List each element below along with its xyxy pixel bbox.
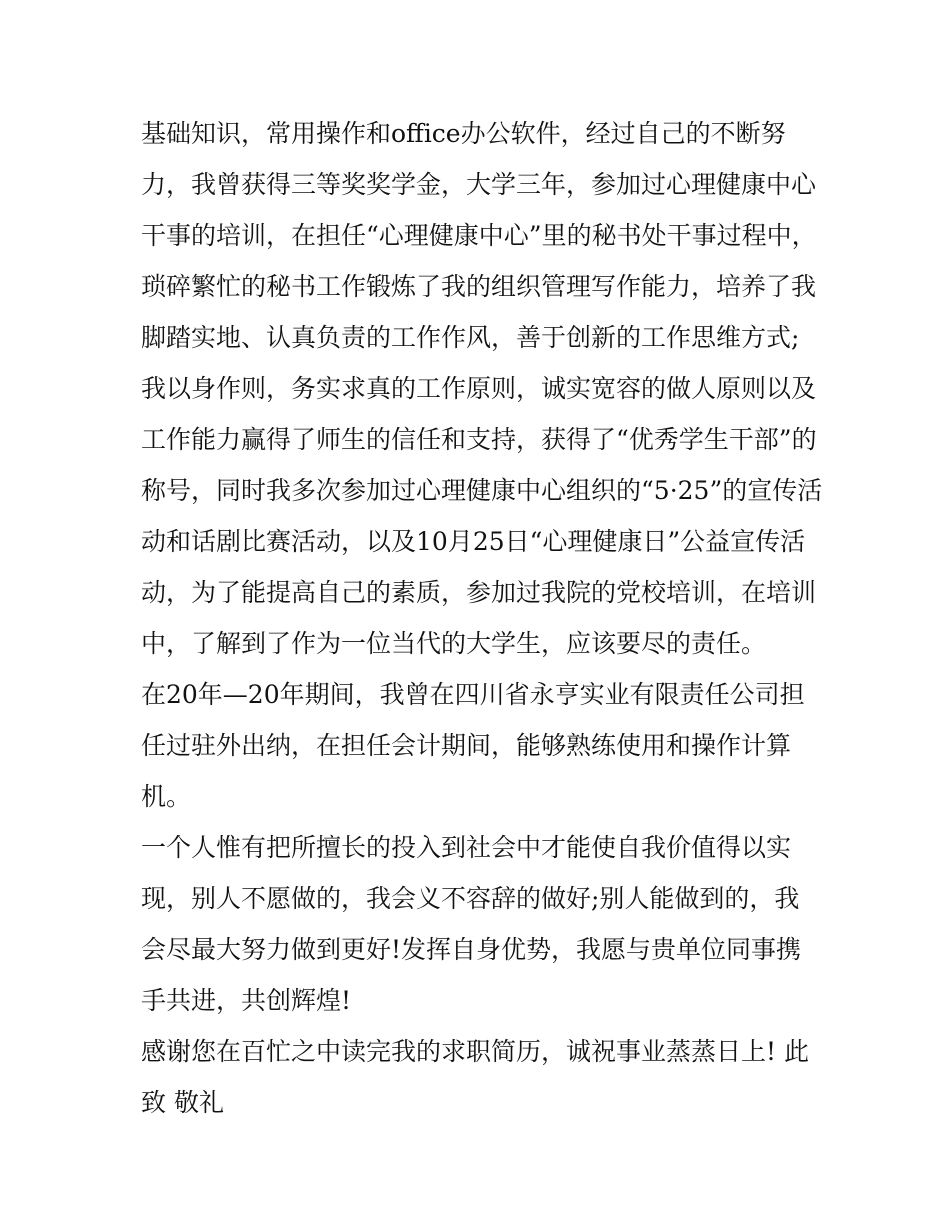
text-line: 在20年—20年期间，我曾在四川省永亨实业有限责任公司担 xyxy=(141,680,805,709)
text-line: 会尽最大努力做到更好!发挥自身优势，我愿与贵单位同事携 xyxy=(141,935,802,964)
text-line: 干事的培训，在担任“心理健康中心”里的秘书处干事过程中， xyxy=(141,221,817,250)
text-line: 任过驻外出纳，在担任会计期间，能够熟练使用和操作计算 xyxy=(141,731,792,760)
text-line: 脚踏实地、认真负责的工作作风，善于创新的工作思维方式; xyxy=(141,323,800,352)
text-line: 基础知识，常用操作和office办公软件，经过自己的不断努 xyxy=(141,119,786,148)
text-line: 中，了解到了作为一位当代的大学生，应该要尽的责任。 xyxy=(141,629,767,658)
text-line: 动和话剧比赛活动，以及10月25日“心理健康日”公益宣传活 xyxy=(141,527,806,556)
text-line: 琐碎繁忙的秘书工作锻炼了我的组织管理写作能力，培养了我 xyxy=(141,272,817,301)
text-line: 手共进，共创辉煌! xyxy=(141,986,352,1015)
document-body xyxy=(141,108,821,1128)
text-line: 称号，同时我多次参加过心理健康中心组织的“5·25”的宣传活 xyxy=(141,476,823,505)
text-line: 现，别人不愿做的，我会义不容辞的做好;别人能做到的，我 xyxy=(141,884,800,913)
text-line: 力，我曾获得三等奖奖学金，大学三年，参加过心理健康中心 xyxy=(141,170,817,199)
text-line: 一个人惟有把所擅长的投入到社会中才能使自我价值得以实 xyxy=(141,833,792,862)
text-line: 致 敬礼 xyxy=(141,1088,224,1117)
text-line: 我以身作则，务实求真的工作原则，诚实宽容的做人原则以及 xyxy=(141,374,817,403)
text-line: 感谢您在百忙之中读完我的求职简历，诚祝事业蒸蒸日上! 此 xyxy=(141,1037,809,1066)
text-line: 工作能力赢得了师生的信任和支持，获得了“优秀学生干部”的 xyxy=(141,425,817,454)
text-line: 机。 xyxy=(141,782,192,811)
text-line: 动，为了能提高自己的素质，参加过我院的党校培训，在培训 xyxy=(141,578,817,607)
